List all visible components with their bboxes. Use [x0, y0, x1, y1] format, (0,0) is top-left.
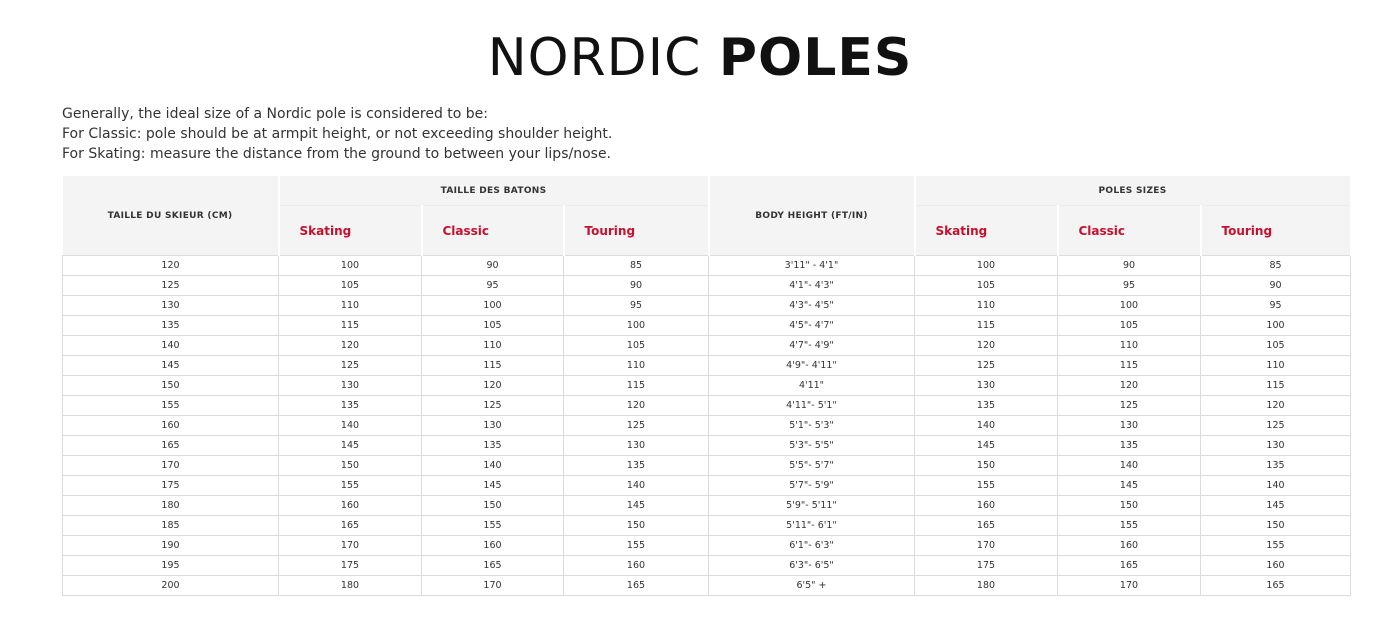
table-row [63, 556, 1351, 576]
table-cell: 155 [63, 396, 279, 416]
table-cell: 160 [564, 556, 709, 576]
table-cell: 4'5"- 4'7" [709, 316, 915, 336]
table-cell: 110 [915, 296, 1058, 316]
table-cell: 115 [1201, 376, 1351, 396]
table-cell: 95 [1201, 296, 1351, 316]
table-cell: 120 [915, 336, 1058, 356]
table-cell: 130 [915, 376, 1058, 396]
table-cell: 6'3"- 6'5" [709, 556, 915, 576]
table-cell: 130 [63, 296, 279, 316]
page-title [0, 28, 1400, 88]
table-cell: 90 [1201, 276, 1351, 296]
table-row [63, 256, 1351, 276]
table-cell: 125 [279, 356, 422, 376]
table-cell: 100 [422, 296, 564, 316]
table-cell: 135 [1058, 436, 1201, 456]
table-cell: 160 [279, 496, 422, 516]
table-cell: 145 [1058, 476, 1201, 496]
table-cell: 130 [422, 416, 564, 436]
table-cell: 145 [564, 496, 709, 516]
table-cell: 4'3"- 4'5" [709, 296, 915, 316]
table-cell: 4'11" [709, 376, 915, 396]
table-row [63, 276, 1351, 296]
table-cell: 160 [915, 496, 1058, 516]
table-cell: 165 [564, 576, 709, 596]
table-cell: 145 [422, 476, 564, 496]
intro-line: For Skating: measure the distance from the ground to between your lips/nose. [62, 146, 612, 162]
table-cell: 120 [1058, 376, 1201, 396]
intro-line: For Classic: pole should be at armpit height, or not exceeding shoulder height. [62, 126, 613, 142]
table-cell: 150 [63, 376, 279, 396]
pole-size-group-header-fr: TAILLE DES BATONS [279, 176, 709, 206]
col-skating-right: Skating [915, 206, 1058, 256]
table-cell: 5'1"- 5'3" [709, 416, 915, 436]
skier-height-header: TAILLE DU SKIEUR (CM) [63, 176, 279, 256]
table-cell: 115 [915, 316, 1058, 336]
table-cell: 105 [915, 276, 1058, 296]
table-cell: 5'7"- 5'9" [709, 476, 915, 496]
table-cell: 145 [1201, 496, 1351, 516]
table-cell: 110 [279, 296, 422, 316]
table-cell: 125 [564, 416, 709, 436]
table-cell: 165 [1058, 556, 1201, 576]
table-cell: 175 [63, 476, 279, 496]
table-cell: 85 [1201, 256, 1351, 276]
table-cell: 140 [422, 456, 564, 476]
table-cell: 145 [63, 356, 279, 376]
table-row [63, 436, 1351, 456]
table-cell: 160 [63, 416, 279, 436]
table-cell: 180 [915, 576, 1058, 596]
table-cell: 105 [564, 336, 709, 356]
table-cell: 125 [915, 356, 1058, 376]
table-cell: 125 [1058, 396, 1201, 416]
table-row [63, 316, 1351, 336]
table-cell: 85 [564, 256, 709, 276]
table-cell: 155 [279, 476, 422, 496]
table-cell: 100 [1201, 316, 1351, 336]
table-cell: 95 [1058, 276, 1201, 296]
table-cell: 140 [915, 416, 1058, 436]
pole-size-table [62, 176, 1352, 596]
table-cell: 160 [1201, 556, 1351, 576]
table-cell: 160 [422, 536, 564, 556]
table-row [63, 296, 1351, 316]
table-row [63, 416, 1351, 436]
table-cell: 115 [422, 356, 564, 376]
table-cell: 170 [279, 536, 422, 556]
table-cell: 120 [564, 396, 709, 416]
table-cell: 130 [1058, 416, 1201, 436]
title-light: NORDIC [487, 28, 719, 88]
table-cell: 155 [915, 476, 1058, 496]
table-cell: 110 [564, 356, 709, 376]
table-cell: 105 [1201, 336, 1351, 356]
table-cell: 180 [63, 496, 279, 516]
table-cell: 155 [422, 516, 564, 536]
table-cell: 110 [422, 336, 564, 356]
col-classic-left: Classic [422, 206, 564, 256]
table-cell: 125 [1201, 416, 1351, 436]
table-cell: 5'5"- 5'7" [709, 456, 915, 476]
intro-text [62, 104, 612, 164]
title-bold: POLES [718, 28, 913, 88]
table-cell: 90 [564, 276, 709, 296]
table-cell: 110 [1201, 356, 1351, 376]
table-cell: 170 [915, 536, 1058, 556]
table-row [63, 396, 1351, 416]
table-cell: 180 [279, 576, 422, 596]
table-cell: 130 [564, 436, 709, 456]
table-cell: 95 [422, 276, 564, 296]
table-cell: 105 [422, 316, 564, 336]
table-row [63, 476, 1351, 496]
table-cell: 155 [1058, 516, 1201, 536]
table-cell: 150 [564, 516, 709, 536]
table-cell: 175 [279, 556, 422, 576]
table-cell: 175 [915, 556, 1058, 576]
table-cell: 165 [279, 516, 422, 536]
table-cell: 155 [564, 536, 709, 556]
table-cell: 195 [63, 556, 279, 576]
table-cell: 165 [1201, 576, 1351, 596]
table-cell: 115 [1058, 356, 1201, 376]
table-cell: 4'9"- 4'11" [709, 356, 915, 376]
table-cell: 4'7"- 4'9" [709, 336, 915, 356]
table-cell: 105 [1058, 316, 1201, 336]
table-cell: 3'11" - 4'1" [709, 256, 915, 276]
table-body [63, 256, 1351, 596]
table-cell: 140 [564, 476, 709, 496]
table-cell: 165 [63, 436, 279, 456]
intro-line: Generally, the ideal size of a Nordic pole is considered to be: [62, 106, 489, 122]
table-cell: 120 [422, 376, 564, 396]
table-cell: 140 [63, 336, 279, 356]
table-cell: 5'11"- 6'1" [709, 516, 915, 536]
table-cell: 5'3"- 5'5" [709, 436, 915, 456]
table-row [63, 496, 1351, 516]
table-row [63, 516, 1351, 536]
table-cell: 90 [1058, 256, 1201, 276]
table-cell: 140 [1201, 476, 1351, 496]
col-touring-right: Touring [1201, 206, 1351, 256]
table-cell: 120 [63, 256, 279, 276]
table-cell: 90 [422, 256, 564, 276]
table-cell: 185 [63, 516, 279, 536]
table-cell: 200 [63, 576, 279, 596]
table-cell: 150 [1058, 496, 1201, 516]
table-cell: 105 [279, 276, 422, 296]
table-cell: 100 [279, 256, 422, 276]
table-cell: 120 [279, 336, 422, 356]
table-row [63, 536, 1351, 556]
table-cell: 130 [1201, 436, 1351, 456]
col-touring-left: Touring [564, 206, 709, 256]
table-cell: 135 [422, 436, 564, 456]
table-cell: 140 [1058, 456, 1201, 476]
table-cell: 6'1"- 6'3" [709, 536, 915, 556]
table-cell: 5'9"- 5'11" [709, 496, 915, 516]
table-row [63, 336, 1351, 356]
table-cell: 135 [63, 316, 279, 336]
table-cell: 125 [63, 276, 279, 296]
table-cell: 135 [915, 396, 1058, 416]
table-cell: 170 [1058, 576, 1201, 596]
table-cell: 95 [564, 296, 709, 316]
table-cell: 165 [915, 516, 1058, 536]
table-cell: 150 [1201, 516, 1351, 536]
table-cell: 150 [279, 456, 422, 476]
table-cell: 100 [915, 256, 1058, 276]
table-cell: 150 [422, 496, 564, 516]
table-cell: 135 [1201, 456, 1351, 476]
table-cell: 120 [1201, 396, 1351, 416]
table-row [63, 456, 1351, 476]
table-row [63, 576, 1351, 596]
table-cell: 155 [1201, 536, 1351, 556]
table-cell: 130 [279, 376, 422, 396]
table-cell: 160 [1058, 536, 1201, 556]
table-cell: 170 [63, 456, 279, 476]
table-cell: 4'1"- 4'3" [709, 276, 915, 296]
table-cell: 100 [564, 316, 709, 336]
table-cell: 125 [422, 396, 564, 416]
body-height-header: BODY HEIGHT (FT/IN) [709, 176, 915, 256]
table-cell: 115 [279, 316, 422, 336]
table-cell: 115 [564, 376, 709, 396]
table-row [63, 356, 1351, 376]
table-cell: 145 [915, 436, 1058, 456]
table-cell: 110 [1058, 336, 1201, 356]
table-cell: 165 [422, 556, 564, 576]
table-cell: 135 [564, 456, 709, 476]
col-skating-left: Skating [279, 206, 422, 256]
table-cell: 4'11"- 5'1" [709, 396, 915, 416]
table-cell: 170 [422, 576, 564, 596]
table-cell: 100 [1058, 296, 1201, 316]
table-cell: 190 [63, 536, 279, 556]
table-row [63, 376, 1351, 396]
table-cell: 6'5" + [709, 576, 915, 596]
table-cell: 140 [279, 416, 422, 436]
table-cell: 150 [915, 456, 1058, 476]
col-classic-right: Classic [1058, 206, 1201, 256]
table-cell: 135 [279, 396, 422, 416]
table-cell: 145 [279, 436, 422, 456]
pole-size-group-header-en: POLES SIZES [915, 176, 1351, 206]
